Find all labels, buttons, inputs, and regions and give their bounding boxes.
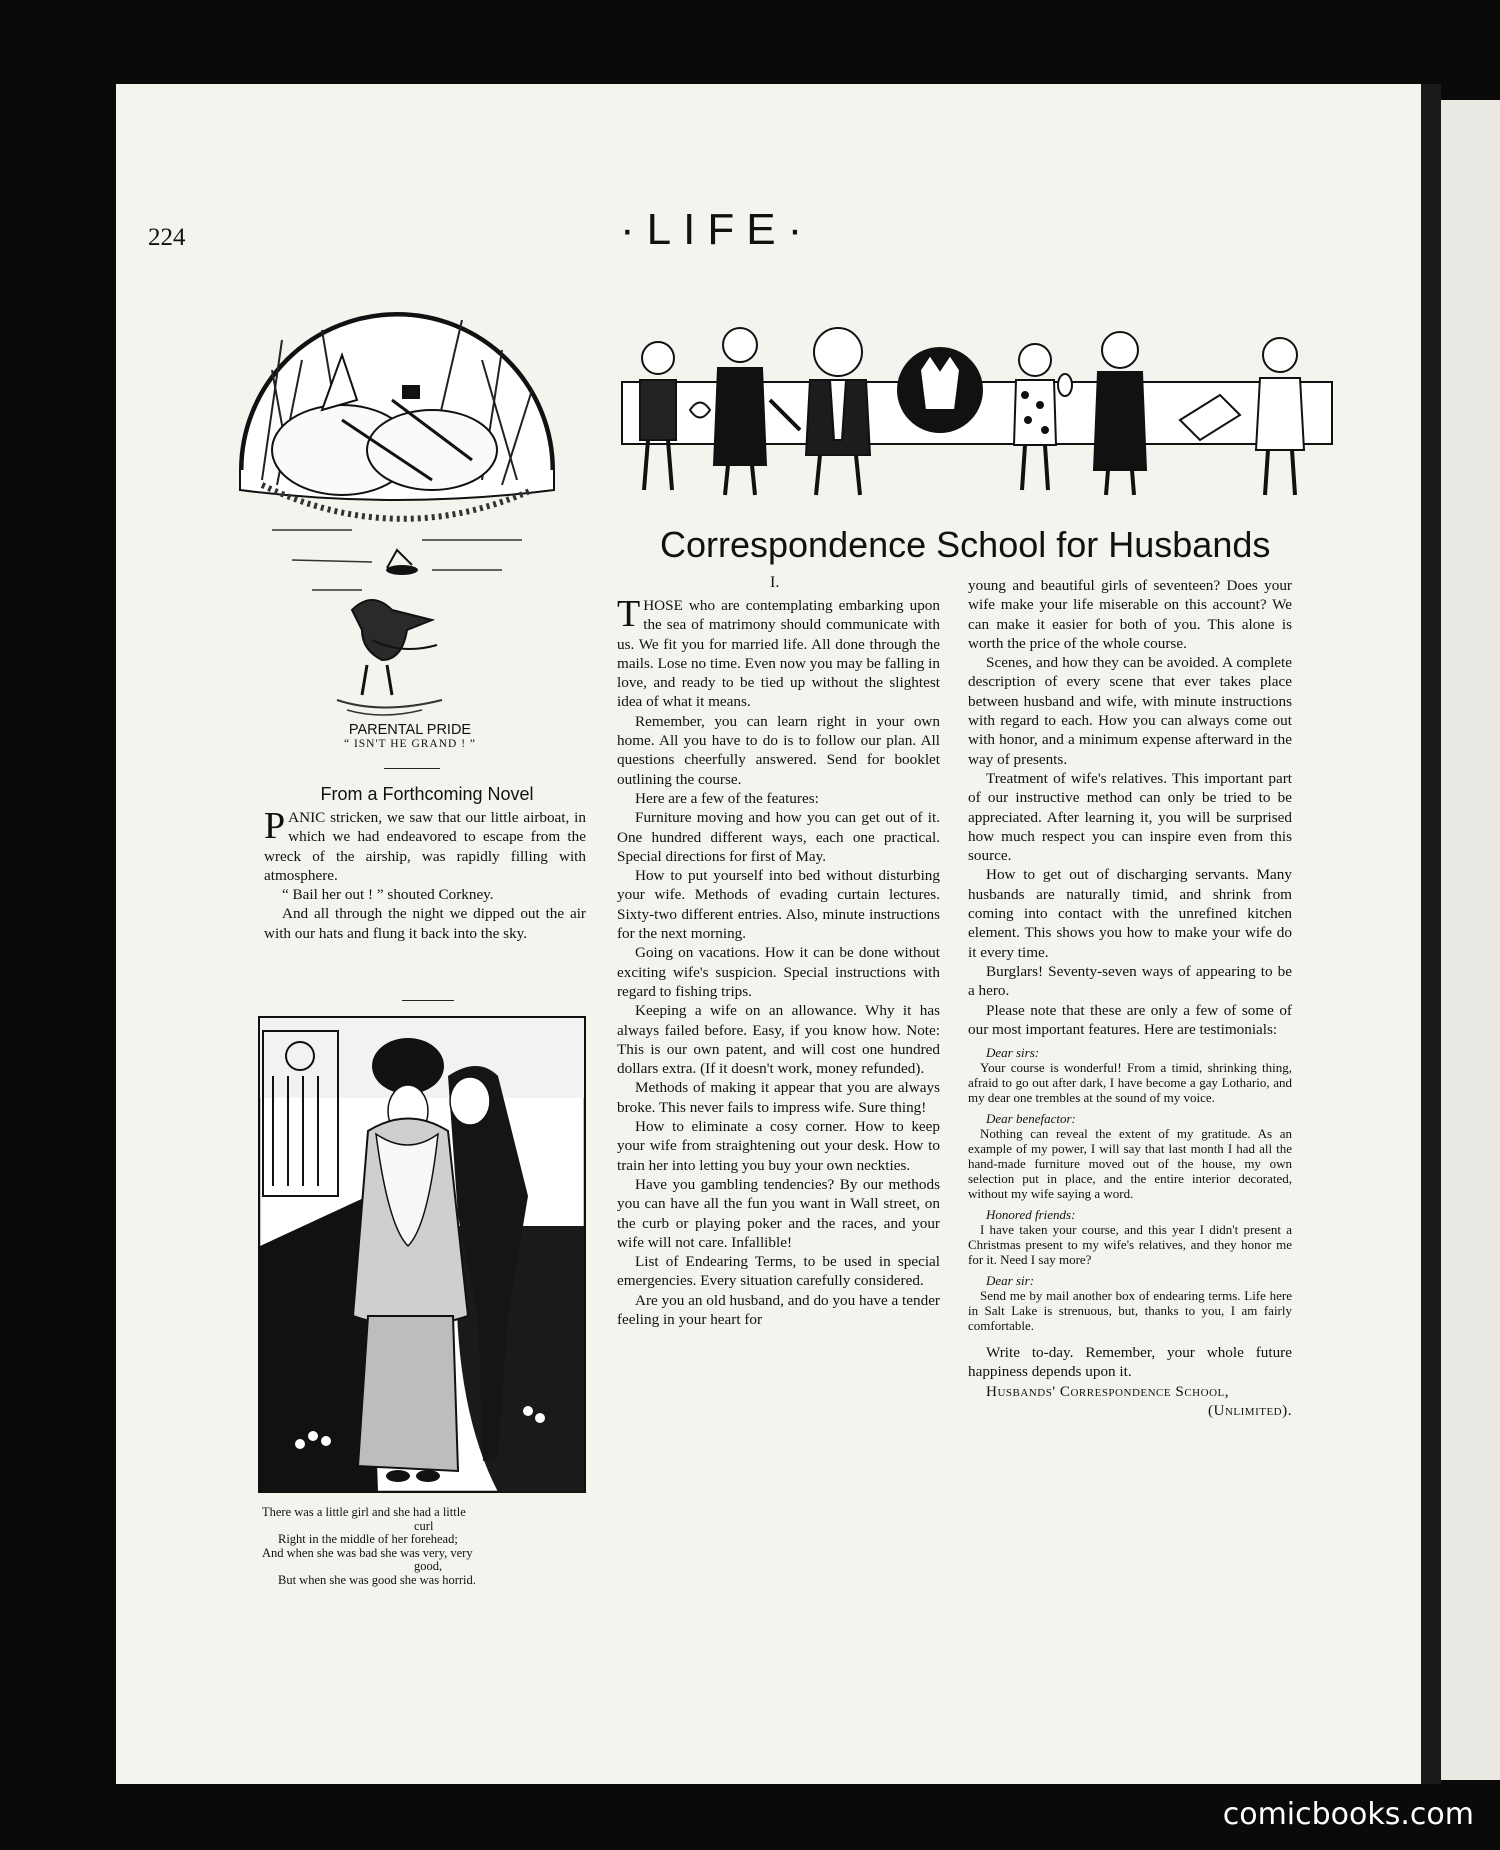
article-paragraph: Please note that these are only a few of some of our most important features. Here are testimonials: [968, 1001, 1292, 1038]
cartoon-caption-title: PARENTAL PRIDE [348, 722, 472, 738]
signature-line: (Unlimited). [1207, 1402, 1292, 1420]
article-paragraph: List of Endearing Terms, to be used in special emergencies. Every situation carefully considered. [617, 1253, 940, 1290]
poem-line: Right in the middle of her forehead; [278, 1532, 458, 1547]
pelican-cartoon [232, 300, 562, 725]
cartoon-caption-subtitle: “ ISN'T HE GRAND ! ” [343, 738, 477, 750]
husbands-header-illustration [620, 300, 1335, 500]
poem-line: There was a little girl and she had a little [262, 1505, 466, 1519]
article-paragraph: Burglars! Seventy-seven ways of appearing to be a hero. [968, 962, 1292, 1000]
page-gutter [1421, 84, 1441, 1784]
masthead: ·LIFE· [620, 205, 815, 254]
divider [384, 768, 440, 769]
article-paragraph: Keeping a wife on an allowance. Why it has always failed before. Easy, if you know how. Note: This is our own patent, and will cost one hundred dollars extra. (If it doesn't work, money refunded). [617, 1002, 940, 1078]
poem-line: And when she was bad she was very, very [262, 1545, 473, 1560]
novel-paragraph-3: And all through the night we dipped out the air with our hats and flung it back into the sky. [264, 905, 586, 942]
poem-line: good, [414, 1559, 443, 1574]
signature-line: Husbands' Correspondence School, [986, 1382, 1230, 1400]
poem-line: curl [414, 1518, 434, 1533]
cartoon-caption [330, 722, 490, 750]
novel-dropcap: P [264, 805, 286, 847]
article-paragraph: HOSE who are contemplating embarking upon the sea of matrimony should communicate with us. We fit you for married life. All done through the mails. Lose no time. Even now you may be falling in love, and ready to be tied up without the slightest idea of what it means. [617, 597, 940, 711]
article-paragraph: How to put yourself into bed without disturbing your wife. Methods of evading curtain lectures. Sixty-two different entries. Also, minute instructions for the next morning. [617, 867, 940, 943]
novel-title: From a Forthcoming Novel [320, 784, 534, 804]
article-paragraph: How to get out of discharging servants. Many husbands are naturally timid, and shrink from coming into contact with the unrefined kitchen element. This shows you how to make your wife do it every time. [968, 866, 1292, 961]
testimonial-salutation: Honored friends: [986, 1207, 1076, 1223]
article-column-1 [617, 593, 940, 1329]
testimonials [968, 1045, 1292, 1333]
testimonial-text: Send me by mail another box of endearing terms. Life here in Salt Lake is strenuous, but, thanks to you, I am fairly comfortable. [968, 1288, 1292, 1334]
article-title: Correspondence School for Husbands [660, 524, 1271, 565]
novel-paragraph-2: “ Bail her out ! ” shouted Corkney. [282, 886, 494, 904]
article-paragraph: Scenes, and how they can be avoided. A complete description of every scene that ever takes place between husband and wife, with minute instructions with regard to each. How you can always come out with honor, and a minimum expense afterward in the way of presents. [968, 654, 1292, 768]
article-dropcap: T [617, 593, 641, 635]
testimonial-text: Your course is wonderful! From a timid, shrinking thing, afraid to go out after dark, I have become a gay Lothario, and my dear one trembles at the sound of my voice. [968, 1060, 1292, 1106]
article-paragraph: young and beautiful girls of seventeen? Does your wife make your life miserable on this account? We can make it easier for both of you. This alone is worth the price of the whole course. [968, 577, 1292, 652]
article-paragraph: Have you gambling tendencies? By our methods you can have all the fun you want in Wall street, on the curb or playing poker and the races, and your wife will not care. Infallible! [617, 1175, 940, 1251]
article-column-2 [968, 576, 1292, 1420]
article-paragraph: Going on vacations. How it can be done without exciting wife's suspicion. Special instructions with regard to fishing trips. [617, 944, 940, 1000]
closing-line: Write to-day. Remember, your whole future happiness depends upon it. [968, 1344, 1292, 1381]
novel-text [264, 805, 586, 943]
novel-paragraph-1: ANIC stricken, we saw that our little airboat, in which we had endeavored to escape from the wreck of the airship, was rapidly filling with atmosphere. [264, 809, 586, 884]
testimonial-salutation: Dear sir: [986, 1273, 1035, 1289]
adjacent-page-edge [1441, 100, 1500, 1780]
divider [402, 1000, 454, 1001]
article-paragraph: Methods of making it appear that you are always broke. This never fails to impress wife. Sure thing! [617, 1079, 940, 1116]
page-number: 224 [148, 224, 186, 251]
poem-line: But when she was good she was horrid. [278, 1572, 476, 1587]
testimonial-salutation: Dear sirs: [986, 1045, 1040, 1061]
testimonial-text: I have taken your course, and this year I didn't present a Christmas present to my wife's relatives, and they honor me for it. Need I say more? [968, 1222, 1292, 1268]
article-paragraph: Remember, you can learn right in your own home. All you have to do is to follow our plan. All questions cheerfully answered. Send for booklet outlining the course. [617, 712, 940, 788]
article-paragraph: Furniture moving and how you can get out of it. One hundred different ways, each one practical. Special directions for first of May. [617, 809, 940, 865]
article-paragraph: Treatment of wife's relatives. This important part of our instructive method can only be tried to be appreciated. After learning it, you will be surprised how much respect you can inspire even from this source. [968, 769, 1292, 865]
testimonial-salutation: Dear benefactor: [986, 1111, 1076, 1127]
watermark: comicbooks.com [1222, 1797, 1474, 1832]
testimonial-text: Nothing can reveal the extent of my gratitude. As an example of my power, I will say that last month I had all the hand-made furniture moved out of the house, my own selection put in place, and the entire interior decorated, without my wife saying a word. [968, 1126, 1292, 1202]
article-paragraph: How to eliminate a cosy corner. How to keep your wife from straightening out your desk. How to train her into letting you buy your own neckties. [617, 1118, 940, 1174]
poem [262, 1506, 592, 1588]
article-paragraph: Here are a few of the features: [635, 789, 819, 807]
article-paragraph: Are you an old husband, and do you have a tender feeling in your heart for [617, 1291, 940, 1328]
section-number: I. [770, 574, 780, 591]
woman-cartoon [258, 1016, 586, 1493]
